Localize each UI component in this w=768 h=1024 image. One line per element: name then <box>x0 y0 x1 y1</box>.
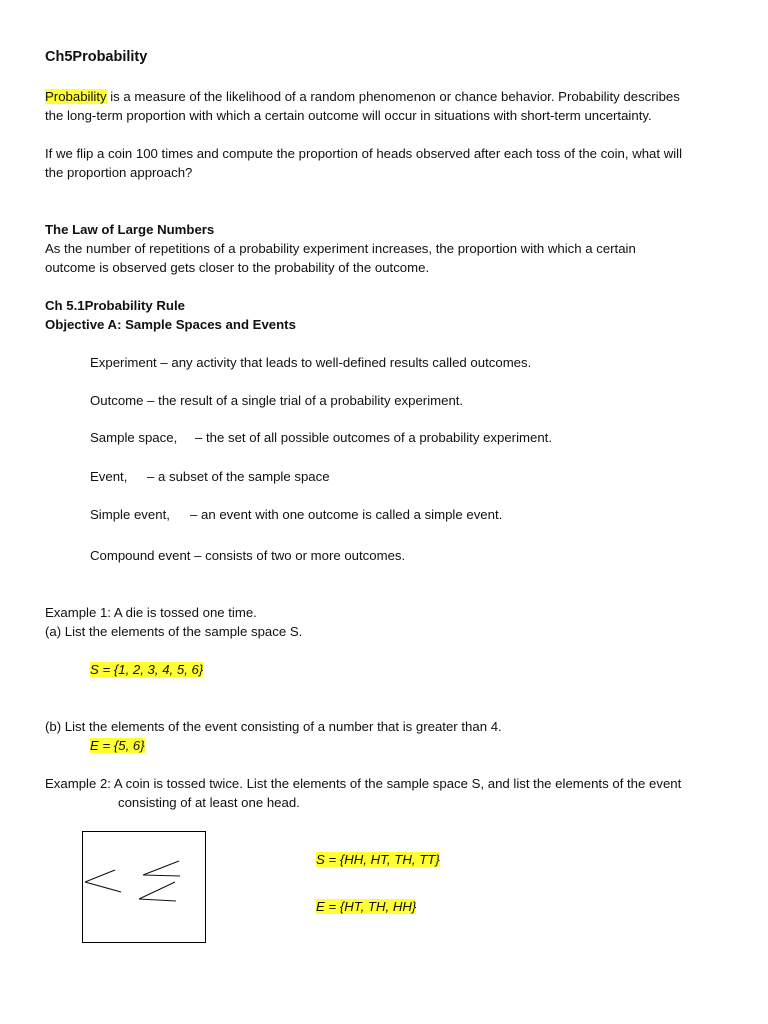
example-1-prompt: Example 1: A die is tossed one time. <box>45 605 257 620</box>
example-1-answer-a: S = {1, 2, 3, 4, 5, 6} <box>90 662 204 677</box>
example-1-answer-b: E = {5, 6} <box>90 738 145 753</box>
example-2-answer-s: S = {HH, HT, TH, TT} <box>316 852 440 867</box>
probability-term-highlight: Probability <box>45 89 107 104</box>
definition-simple-event-term: Simple event, <box>90 507 170 522</box>
example-1-answer-a-line <box>90 660 203 679</box>
law-heading: The Law of Large Numbers <box>45 222 215 237</box>
objective-heading: Objective A: Sample Spaces and Events <box>45 317 296 332</box>
definition-sample-space-text: – the set of all possible outcomes of a probability experiment. <box>195 430 552 445</box>
tree-diagram-icon <box>83 832 207 944</box>
tree-branch-upper <box>85 870 115 882</box>
example-2-prompt-line-1: Example 2: A coin is tossed twice. List the elements of the sample space S, and list the elements of the event <box>45 776 682 791</box>
definition-event-term: Event, <box>90 469 128 484</box>
example-2-answer-s-line <box>316 850 440 869</box>
example-2-answer-e: E = {HT, TH, HH} <box>316 899 417 914</box>
section-heading: Ch 5.1Probability Rule <box>45 298 185 313</box>
question-line-2: the proportion approach? <box>45 165 193 180</box>
example-2-answer-e-line <box>316 897 416 916</box>
definition-sample-space-term: Sample space, <box>90 430 178 445</box>
example-1-part-b: (b) List the elements of the event consisting of a number that is greater than 4. <box>45 719 502 734</box>
definition-simple-event-text: – an event with one outcome is called a simple event. <box>190 507 503 522</box>
tree-diagram-box <box>82 831 206 943</box>
question-line-1: If we flip a coin 100 times and compute the proportion of heads observed after each toss of the coin, what will <box>45 146 683 161</box>
tree-branch-lower <box>85 882 121 892</box>
definition-event-text: – a subset of the sample space <box>147 469 330 484</box>
intro-line-1 <box>45 87 680 106</box>
tree-leaf-lower-2 <box>139 899 176 901</box>
page-title: Ch5Probability <box>45 49 148 65</box>
definition-outcome: Outcome – the result of a single trial of a probability experiment. <box>90 393 464 408</box>
example-1-part-a: (a) List the elements of the sample space S. <box>45 624 303 639</box>
intro-line-1-rest: is a measure of the likelihood of a random phenomenon or chance behavior. Probability describes <box>106 89 680 104</box>
law-line-1: As the number of repetitions of a probability experiment increases, the proportion with which a certain <box>45 241 636 256</box>
example-1-answer-b-line <box>90 736 145 755</box>
example-2-prompt-line-2: consisting of at least one head. <box>118 795 300 810</box>
definition-compound-event: Compound event – consists of two or more outcomes. <box>90 548 406 563</box>
law-line-2: outcome is observed gets closer to the probability of the outcome. <box>45 260 430 275</box>
intro-line-2: the long-term proportion with which a certain outcome will occur in situations with short-term uncertainty. <box>45 108 652 123</box>
tree-leaf-lower-1 <box>139 882 175 899</box>
tree-leaf-upper-2 <box>143 875 180 876</box>
definition-experiment: Experiment – any activity that leads to well-defined results called outcomes. <box>90 355 532 370</box>
tree-leaf-upper-1 <box>143 861 179 875</box>
